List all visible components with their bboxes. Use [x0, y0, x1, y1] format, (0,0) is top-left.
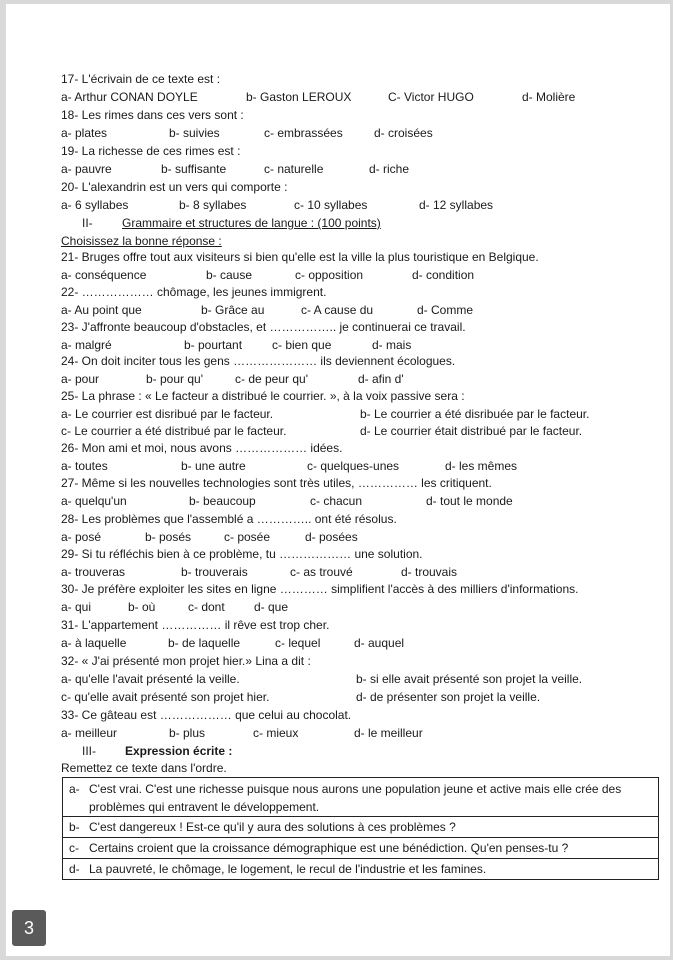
- option-b: b- trouverais: [181, 565, 248, 579]
- option-c: c- 10 syllabes: [294, 198, 368, 212]
- option-c: c- as trouvé: [290, 565, 353, 579]
- question-18: 18- Les rimes dans ces vers sont :: [61, 108, 244, 122]
- option-b: b- pourtant: [184, 338, 243, 352]
- option-a: a- conséquence: [61, 268, 147, 282]
- option-c: c- chacun: [310, 494, 363, 508]
- reorder-row-c: [62, 838, 659, 859]
- reorder-row-a: [62, 777, 659, 817]
- section-2-title: Grammaire et structures de langue : (100 points): [122, 216, 381, 230]
- question-23: 23- J'affronte beaucoup d'obstacles, et …………….. je continuerai ce travail.: [61, 320, 466, 334]
- option-a: a- qu'elle l'avait présenté la veille.: [61, 672, 240, 686]
- option-c: c- bien que: [272, 338, 332, 352]
- option-c: c- qu'elle avait présenté son projet hier.: [61, 690, 270, 704]
- option-c: c- naturelle: [264, 162, 324, 176]
- row-label: b-: [69, 820, 80, 834]
- option-c: c- quelques-unes: [307, 459, 400, 473]
- option-c: c- dont: [188, 600, 225, 614]
- option-a: a- meilleur: [61, 726, 118, 740]
- option-d: d- tout le monde: [426, 494, 513, 508]
- option-d: d- posées: [305, 530, 358, 544]
- row-label: c-: [69, 841, 79, 855]
- question-30: 30- Je préfère exploiter les sites en ligne ………… simplifient l'accès à des milliers d'informations.: [61, 582, 579, 596]
- option-d: d- riche: [369, 162, 410, 176]
- option-b: b- de laquelle: [168, 636, 241, 650]
- option-a: a- 6 syllabes: [61, 198, 129, 212]
- option-d: d- de présenter son projet la veille.: [356, 690, 541, 704]
- option-d: d- Molière: [522, 90, 576, 104]
- option-a: a- plates: [61, 126, 108, 140]
- reorder-row-b: [62, 817, 659, 838]
- question-31: 31- L'appartement …………… il rêve est trop cher.: [61, 618, 330, 632]
- option-c: c- mieux: [253, 726, 299, 740]
- question-26: 26- Mon ami et moi, nous avons ……………… idées.: [61, 441, 343, 455]
- question-33: 33- Ce gâteau est ……………… que celui au chocolat.: [61, 708, 352, 722]
- option-a: a- pour: [61, 372, 100, 386]
- question-17: 17- L'écrivain de ce texte est :: [61, 72, 221, 86]
- question-27: 27- Même si les nouvelles technologies sont très utiles, …………… les critiquent.: [61, 476, 492, 490]
- option-a: a- qui: [61, 600, 92, 614]
- question-24: 24- On doit inciter tous les gens ………………… ils deviennent écologues.: [61, 354, 456, 368]
- option-c: c- lequel: [275, 636, 321, 650]
- option-a: a- malgré: [61, 338, 112, 352]
- option-c: c- de peur qu': [235, 372, 309, 386]
- question-21: 21- Bruges offre tout aux visiteurs si bien qu'elle est la ville la plus touristique en Belgique.: [61, 250, 539, 264]
- option-d: d- auquel: [354, 636, 405, 650]
- option-d: d- condition: [412, 268, 475, 282]
- row-text: La pauvreté, le chômage, le logement, le recul de l'industrie et les famines.: [89, 862, 487, 876]
- question-25: 25- La phrase : « Le facteur a distribué le courrier. », à la voix passive sera :: [61, 389, 465, 403]
- question-32: 32- « J'ai présenté mon projet hier.» Lina a dit :: [61, 654, 311, 668]
- option-b: b- Le courrier a été disribuée par le facteur.: [360, 407, 590, 421]
- option-b: b- 8 syllabes: [179, 198, 247, 212]
- option-c: C- Victor HUGO: [388, 90, 474, 104]
- section-2-number: II-: [82, 216, 93, 230]
- option-d: d- Comme: [417, 303, 474, 317]
- option-b: b- beaucoup: [189, 494, 256, 508]
- question-28: 28- Les problèmes que l'assemblé a ………….. ont été résolus.: [61, 512, 397, 526]
- reorder-instruction: Remettez ce texte dans l'ordre.: [61, 761, 227, 775]
- option-c: c- Le courrier a été distribué par le facteur.: [61, 424, 287, 438]
- option-a: a- à laquelle: [61, 636, 127, 650]
- question-19: 19- La richesse de ces rimes est :: [61, 144, 241, 158]
- option-d: d- croisées: [374, 126, 433, 140]
- option-b: b- suivies: [169, 126, 220, 140]
- instruction: Choisissez la bonne réponse :: [61, 234, 222, 248]
- option-b: b- suffisante: [161, 162, 227, 176]
- option-c: c- opposition: [295, 268, 364, 282]
- option-d: d- les mêmes: [445, 459, 518, 473]
- option-c: c- posée: [224, 530, 271, 544]
- option-a: a- pauvre: [61, 162, 112, 176]
- option-b: b- si elle avait présenté son projet la veille.: [356, 672, 583, 686]
- option-d: d- afin d': [358, 372, 404, 386]
- document-page: [6, 4, 670, 956]
- option-d: d- que: [254, 600, 289, 614]
- row-text: Certains croient que la croissance démographique est une bénédiction. Qu'en penses-tu ?: [89, 841, 569, 855]
- page-number-badge: 3: [12, 910, 46, 946]
- option-a: a- posé: [61, 530, 102, 544]
- section-3-title: Expression écrite :: [125, 744, 233, 758]
- option-c: c- embrassées: [264, 126, 343, 140]
- question-20: 20- L'alexandrin est un vers qui comporte :: [61, 180, 288, 194]
- option-a: a- quelqu'un: [61, 494, 127, 508]
- row-text: C'est vrai. C'est une richesse puisque nous aurons une population jeune et active mais elle crée des problèmes qui entravent le développement.: [89, 782, 622, 814]
- option-b: b- où: [128, 600, 156, 614]
- option-a: a- toutes: [61, 459, 108, 473]
- option-b: b- pour qu': [146, 372, 203, 386]
- option-d: d- trouvais: [401, 565, 458, 579]
- reorder-row-d: [62, 859, 659, 880]
- section-3-number: III-: [82, 744, 96, 758]
- option-a: a- Au point que: [61, 303, 142, 317]
- question-29: 29- Si tu réfléchis bien à ce problème, tu ……………… une solution.: [61, 547, 423, 561]
- option-a: a- Arthur CONAN DOYLE: [61, 90, 198, 104]
- question-22: 22- ……………… chômage, les jeunes immigrent.: [61, 285, 327, 299]
- row-label: a-: [69, 782, 80, 796]
- option-b: b- plus: [169, 726, 206, 740]
- row-text: C'est dangereux ! Est-ce qu'il y aura des solutions à ces problèmes ?: [89, 820, 456, 834]
- option-a: a- Le courrier est disribué par le facteur.: [61, 407, 274, 421]
- option-a: a- trouveras: [61, 565, 126, 579]
- row-label: d-: [69, 862, 80, 876]
- option-c: c- A cause du: [301, 303, 374, 317]
- option-d: d- mais: [372, 338, 412, 352]
- option-b: b- une autre: [181, 459, 246, 473]
- option-b: b- Gaston LEROUX: [246, 90, 352, 104]
- option-b: b- posés: [145, 530, 192, 544]
- option-d: d- Le courrier était distribué par le facteur.: [360, 424, 583, 438]
- option-d: d- 12 syllabes: [419, 198, 494, 212]
- option-b: b- Grâce au: [201, 303, 265, 317]
- option-b: b- cause: [206, 268, 253, 282]
- option-d: d- le meilleur: [354, 726, 423, 740]
